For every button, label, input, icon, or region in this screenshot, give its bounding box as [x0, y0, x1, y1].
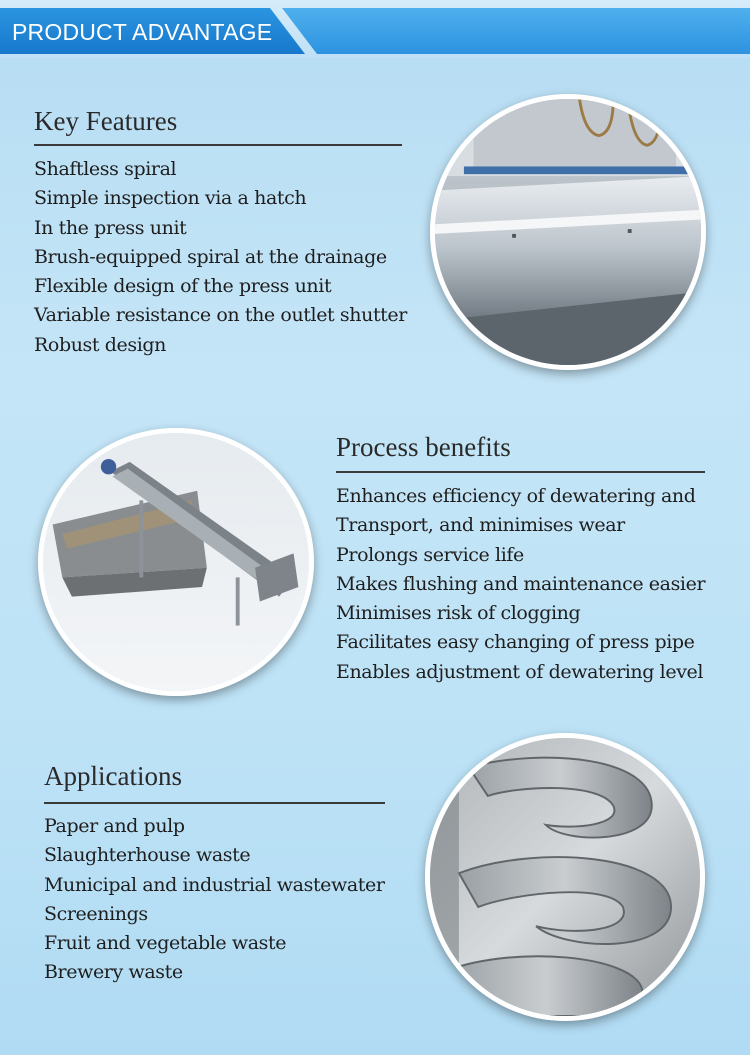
list-item: Shaftless spiral: [34, 158, 177, 180]
process-benefits-title: Process benefits: [336, 432, 511, 462]
list-item: Transport, and minimises wear: [336, 514, 625, 537]
list-item: Brush-equipped spiral at the drainage: [34, 245, 387, 268]
list-item: Municipal and industrial wastewater: [44, 873, 385, 896]
spiral-photo: [425, 733, 705, 1021]
key-features-title: Key Features: [34, 106, 178, 136]
list-item: Minimises risk of clogging: [336, 602, 581, 625]
list-item: Fruit and vegetable waste: [44, 932, 287, 955]
list-item: Prolongs service life: [336, 543, 524, 566]
list-item: Brewery waste: [44, 961, 183, 984]
applications-list: [44, 812, 385, 988]
list-item: Variable resistance on the outlet shutter: [34, 304, 407, 327]
list-item: Simple inspection via a hatch: [34, 187, 307, 210]
process-benefits-list: [336, 482, 705, 687]
list-item: Makes flushing and maintenance easier: [336, 572, 706, 595]
applications-rule: [44, 802, 385, 804]
list-item: Enhances efficiency of dewatering and: [336, 485, 696, 507]
list-item: Enables adjustment of dewatering level: [336, 660, 704, 683]
trough-photo: [430, 94, 706, 370]
key-features-list: [34, 155, 407, 360]
list-item: Slaughterhouse waste: [44, 844, 251, 867]
header-title: PRODUCT ADVANTAGE: [12, 19, 273, 45]
list-item: Flexible design of the press unit: [34, 275, 332, 298]
applications-title: Applications: [44, 761, 182, 791]
list-item: Paper and pulp: [44, 815, 185, 837]
conveyor-photo: [38, 428, 314, 696]
list-item: Screenings: [44, 902, 148, 925]
process-benefits-rule: [336, 471, 705, 473]
list-item: Facilitates easy changing of press pipe: [336, 631, 695, 654]
key-features-rule: [34, 144, 402, 146]
list-item: In the press unit: [34, 216, 187, 239]
list-item: Robust design: [34, 333, 167, 356]
